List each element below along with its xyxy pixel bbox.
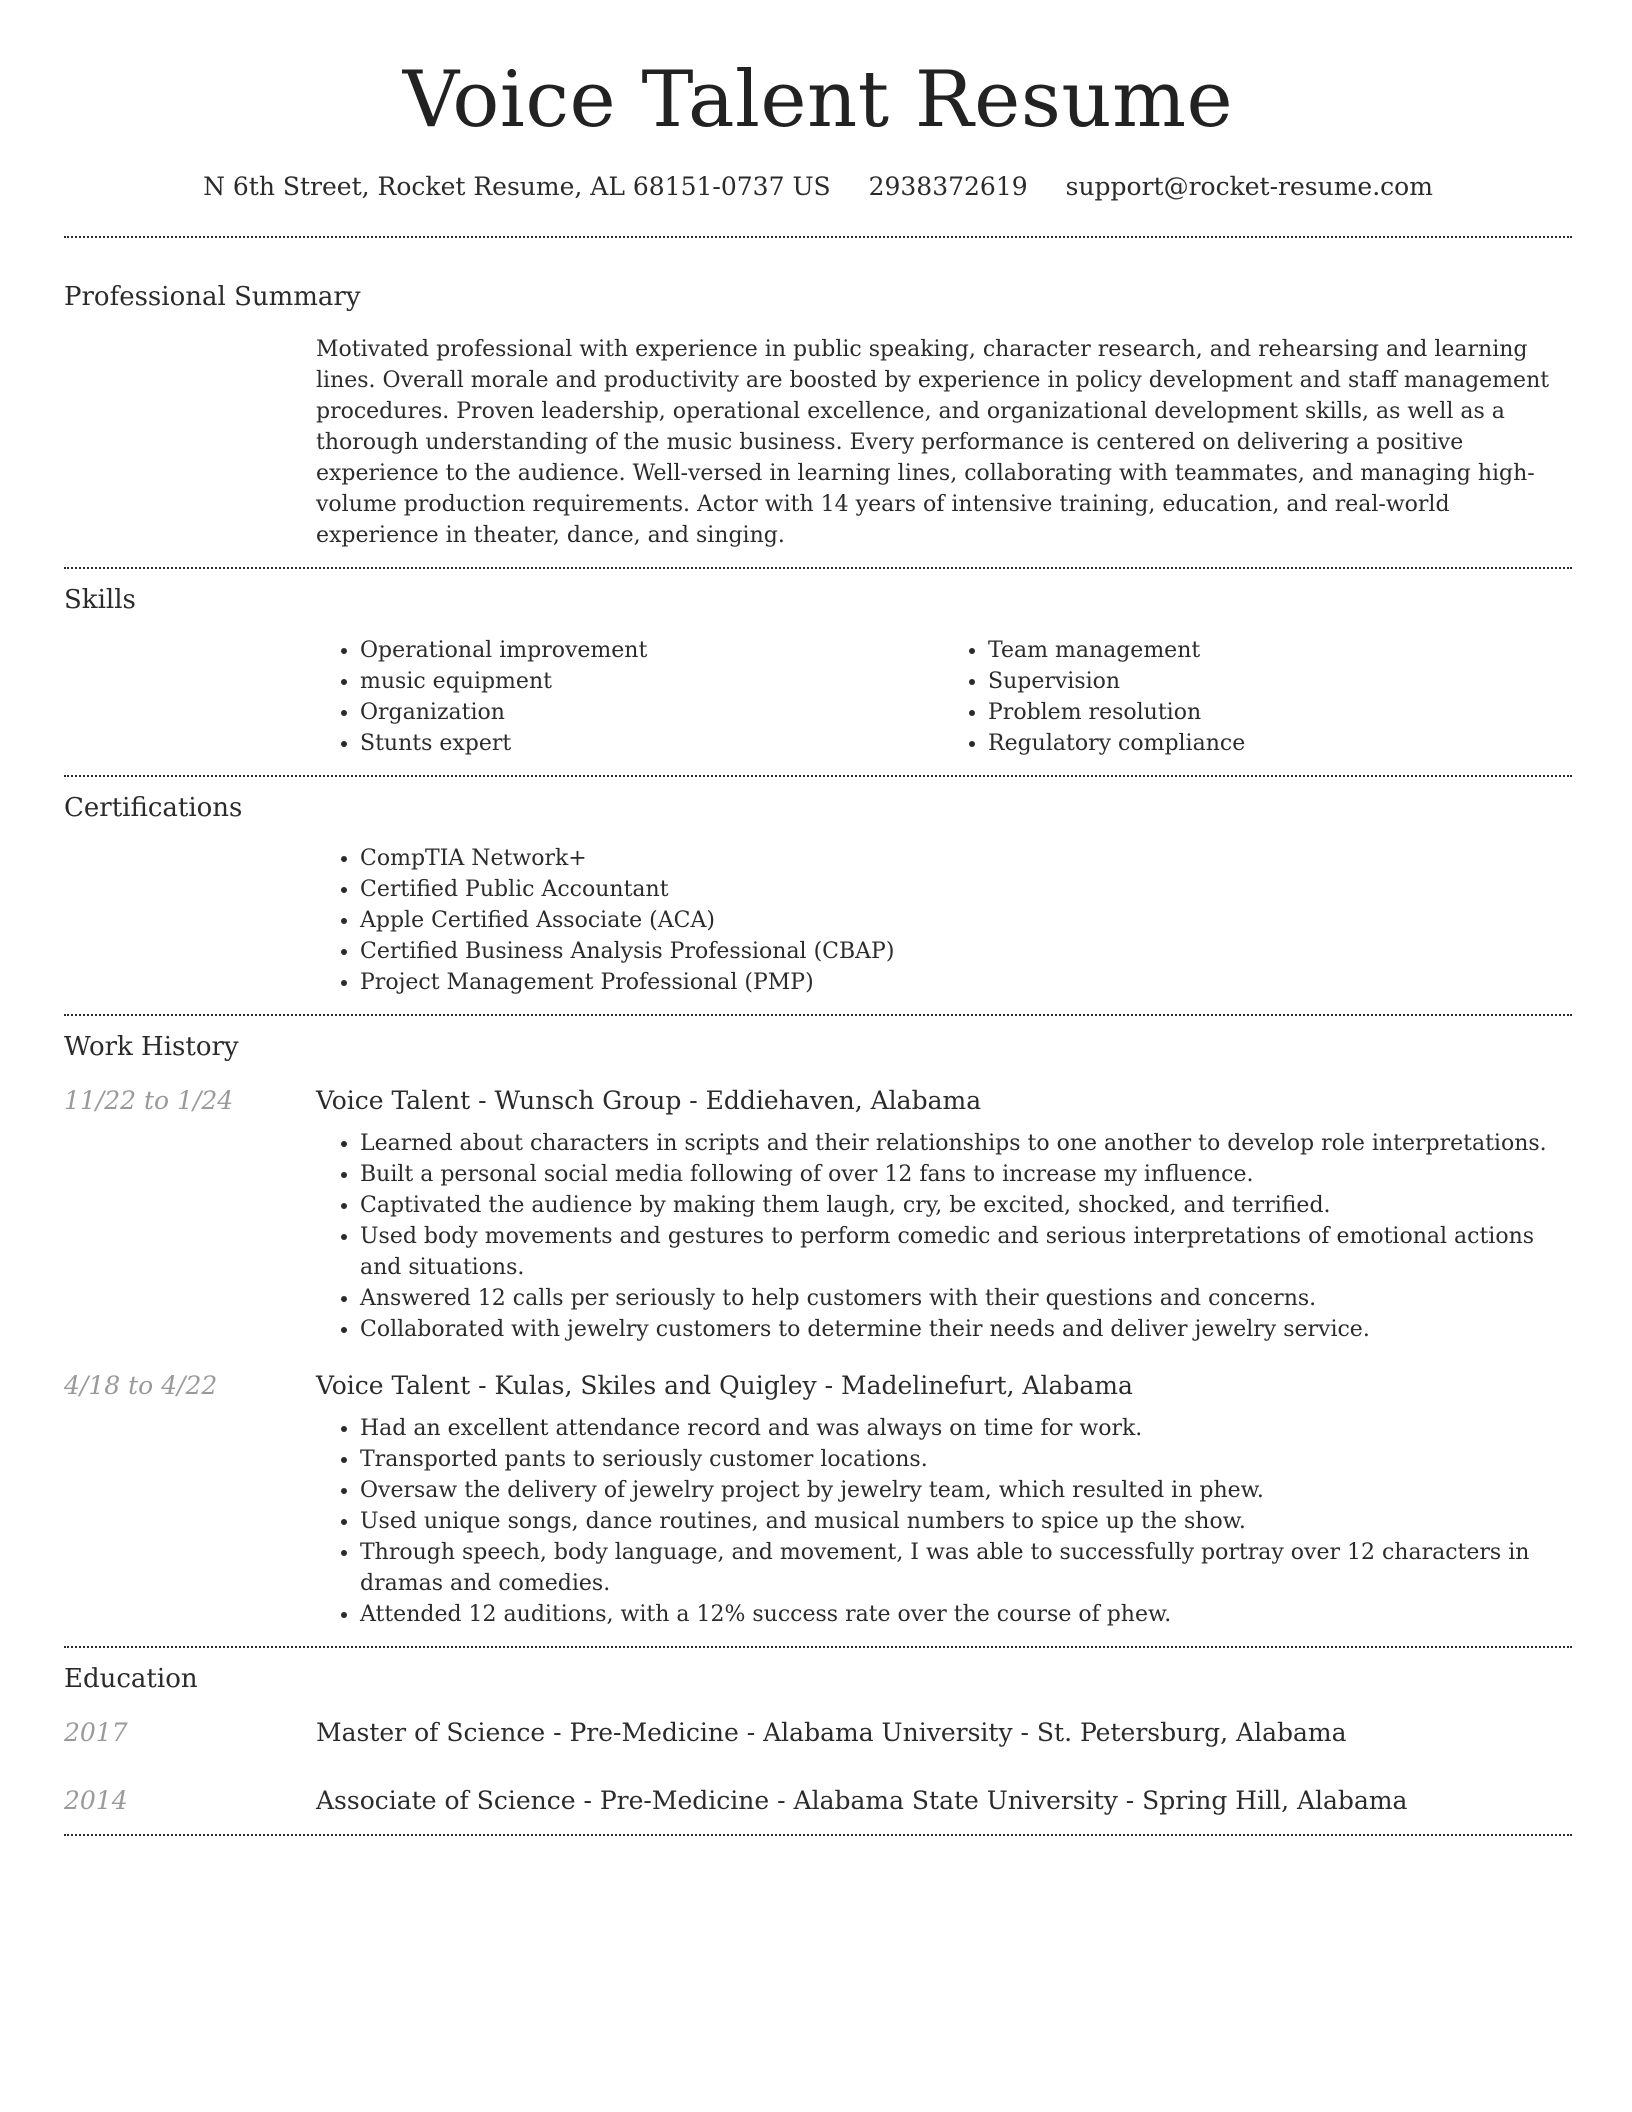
education-year: 2017 <box>64 1718 128 1747</box>
certifications-list <box>316 843 1572 998</box>
contact-email: support@rocket-resume.com <box>1065 172 1433 201</box>
work-history-title: Work History <box>64 1032 239 1062</box>
education-title: Education <box>64 1664 198 1694</box>
skills-column-left <box>316 635 944 759</box>
education-year: 2014 <box>64 1786 128 1815</box>
job-title <box>316 1369 1133 1403</box>
contact-address: N 6th Street, Rocket Resume, AL 68151-0737 US <box>203 172 831 201</box>
job-bullet: • Used body movements and gestures to perform comedic and serious interpretations of emotional actions and situations. <box>360 1221 1572 1283</box>
job-dates: 4/18 to 4/22 <box>64 1371 218 1400</box>
divider <box>64 1646 1572 1648</box>
skill-item: • Stunts expert <box>360 728 944 759</box>
summary-text: Motivated professional with experience in public speaking, character research, and rehearsing and learning lines. Overall morale and productivity are boosted by experience in policy development and staff management procedures. Proven leadership, operational excellence, and organizational development skills, as well as a thorough understanding of the music business. Every performance is centered on delivering a positive experience to the audience. Well-versed in learning lines, collaborating with teammates, and managing high-volume production requirements. Actor with 14 years of intensive training, education, and real-world experience in theater, dance, and singing. <box>316 337 1550 548</box>
divider <box>64 775 1572 777</box>
work-history-section <box>64 1030 1572 1646</box>
job-bullet: • Learned about characters in scripts and their relationships to one another to develop role interpretations. <box>360 1128 1572 1159</box>
job-bullet: • Captivated the audience by making them laugh, cry, be excited, shocked, and terrified. <box>360 1190 1572 1221</box>
skill-item: • Team management <box>988 635 1572 666</box>
education-entry <box>64 1784 1572 1818</box>
certifications-section <box>64 791 1572 1014</box>
job-entry <box>64 1369 1572 1630</box>
job-dates: 11/22 to 1/24 <box>64 1086 234 1115</box>
divider <box>64 1014 1572 1016</box>
certifications-title: Certifications <box>64 793 243 823</box>
job-entry <box>64 1084 1572 1345</box>
skill-item: • Operational improvement <box>360 635 944 666</box>
skill-item: • Problem resolution <box>988 697 1572 728</box>
job-bullet: • Attended 12 auditions, with a 12% success rate over the course of phew. <box>360 1599 1572 1630</box>
certification-item: • Certified Public Accountant <box>360 874 1572 905</box>
skill-item: • Supervision <box>988 666 1572 697</box>
skill-item: • music equipment <box>360 666 944 697</box>
divider <box>64 567 1572 569</box>
job-bullet: • Through speech, body language, and movement, I was able to successfully portray over 12 characters in dramas and comedies. <box>360 1537 1572 1599</box>
skills-title: Skills <box>64 585 136 615</box>
education-degree: Master of Science - Pre-Medicine <box>316 1718 739 1747</box>
certification-item: • Project Management Professional (PMP) <box>360 967 1572 998</box>
skill-item: • Regulatory compliance <box>988 728 1572 759</box>
certification-item: • Certified Business Analysis Professional (CBAP) <box>360 936 1572 967</box>
education-section <box>64 1662 1572 1834</box>
skill-item: • Organization <box>360 697 944 728</box>
job-bullet: • Transported pants to seriously customer locations. <box>360 1444 1572 1475</box>
contact-phone: 2938372619 <box>868 172 1028 201</box>
job-bullet: • Answered 12 calls per seriously to help customers with their questions and concerns. <box>360 1283 1572 1314</box>
education-details: - Alabama University - St. Petersburg, Alabama <box>738 1718 1347 1747</box>
job-bullet: • Had an excellent attendance record and was always on time for work. <box>360 1413 1572 1444</box>
skills-grid <box>316 635 1572 759</box>
resume-name: Voice Talent Resume <box>402 55 1234 145</box>
certification-item: • CompTIA Network+ <box>360 843 1572 874</box>
job-bullets <box>316 1413 1572 1630</box>
job-details: - Wunsch Group - Eddiehaven, Alabama <box>470 1086 982 1115</box>
summary-title: Professional Summary <box>64 282 361 312</box>
education-title-line <box>316 1784 1407 1818</box>
education-degree: Associate of Science - Pre-Medicine <box>316 1786 770 1815</box>
education-title-line <box>316 1716 1347 1750</box>
resume-page <box>64 0 1572 1836</box>
job-bullet: • Built a personal social media following of over 12 fans to increase my influence. <box>360 1159 1572 1190</box>
education-entry <box>64 1716 1572 1750</box>
job-bullet: • Used unique songs, dance routines, and musical numbers to spice up the show. <box>360 1506 1572 1537</box>
job-title <box>316 1084 981 1118</box>
job-bullet: • Oversaw the delivery of jewelry project by jewelry team, which resulted in phew. <box>360 1475 1572 1506</box>
job-bullets <box>316 1128 1572 1345</box>
divider <box>64 1834 1572 1836</box>
summary-section <box>64 280 1572 567</box>
education-details: - Alabama State University - Spring Hill, Alabama <box>769 1786 1408 1815</box>
skills-column-right <box>944 635 1572 759</box>
job-bullet: • Collaborated with jewelry customers to determine their needs and deliver jewelry service. <box>360 1314 1572 1345</box>
job-role: Voice Talent <box>316 1371 471 1400</box>
contact-line <box>64 170 1572 204</box>
skills-section <box>64 583 1572 775</box>
certification-item: • Apple Certified Associate (ACA) <box>360 905 1572 936</box>
divider <box>64 236 1572 238</box>
job-details: - Kulas, Skiles and Quigley - Madelinefurt, Alabama <box>470 1371 1133 1400</box>
job-role: Voice Talent <box>316 1086 471 1115</box>
